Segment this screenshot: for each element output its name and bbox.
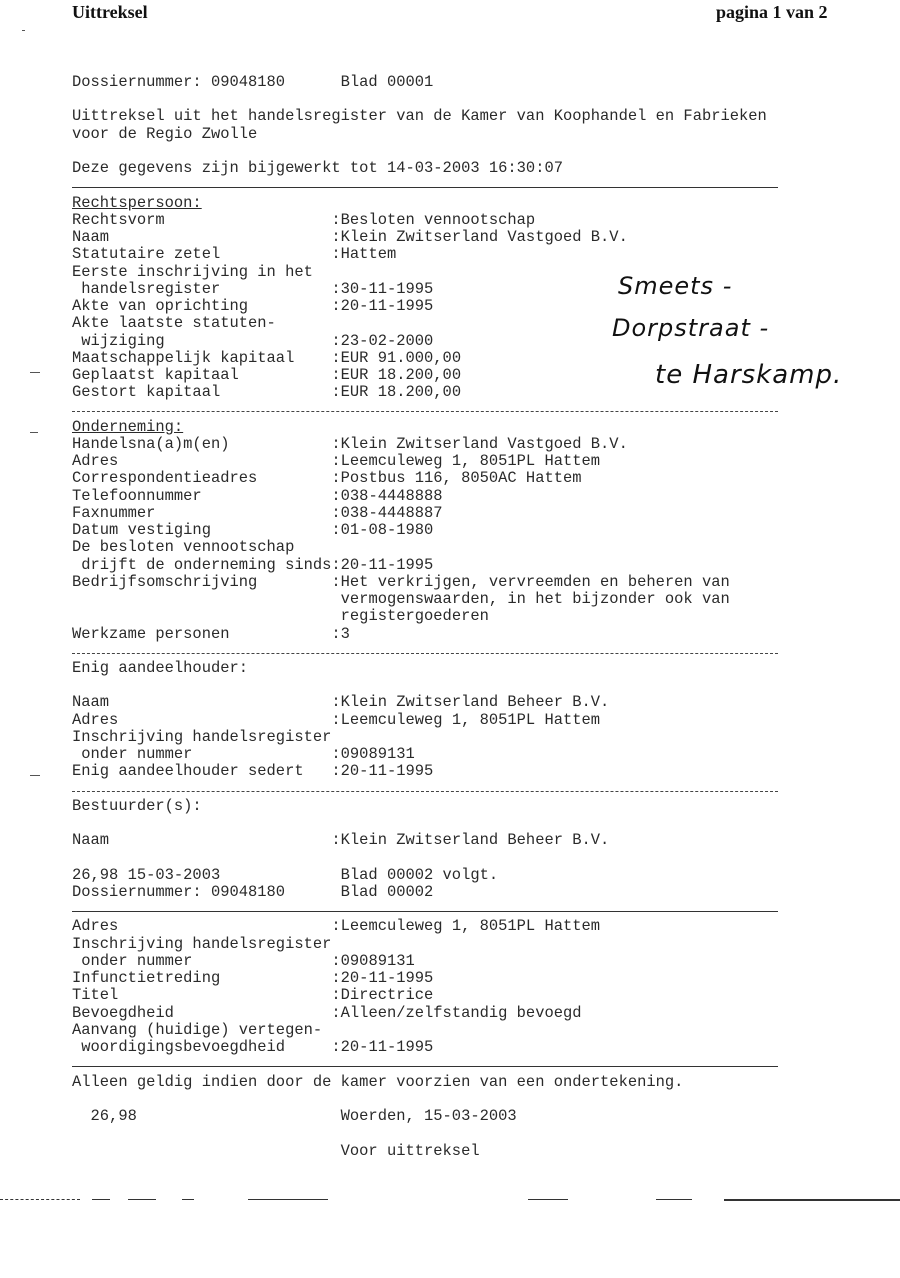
field-value: :Klein Zwitserland Vastgoed B.V. <box>331 434 628 453</box>
field-value: :EUR 18.200,00 <box>331 383 462 402</box>
document-line <box>72 729 792 746</box>
dashed-separator-line <box>72 411 778 412</box>
field-label: 26,98 <box>72 1107 137 1126</box>
field-row <box>72 1005 792 1022</box>
field-label: drijft de onderneming sinds <box>72 555 332 574</box>
field-value: :Het verkrijgen, vervreemden en beheren van <box>331 572 730 591</box>
field-row <box>72 1108 792 1125</box>
field-value: :Besloten vennootschap <box>331 210 536 229</box>
field-row <box>72 867 792 884</box>
field-row <box>72 608 792 625</box>
field-row <box>72 470 792 487</box>
field-row <box>72 436 792 453</box>
scan-mark <box>248 1199 328 1200</box>
field-row <box>72 505 792 522</box>
separator-row <box>72 177 792 194</box>
field-value: Blad 00001 <box>340 73 434 91</box>
text-line: Aanvang (huidige) vertegen- <box>72 1020 323 1039</box>
field-value: :Leemculeweg 1, 8051PL Hattem <box>331 452 601 471</box>
field-value: :Leemculeweg 1, 8051PL Hattem <box>331 917 601 936</box>
text-line: Inschrijving handelsregister <box>72 727 332 746</box>
field-row <box>72 970 792 987</box>
handwritten-note-line: Smeets - <box>618 272 733 300</box>
field-value: :20-11-1995 <box>331 1038 434 1057</box>
field-value: :Klein Zwitserland Beheer B.V. <box>331 693 610 712</box>
field-row <box>72 246 792 263</box>
field-row <box>72 1143 792 1160</box>
field-value: :30-11-1995 <box>331 279 434 298</box>
field-value: :Klein Zwitserland Beheer B.V. <box>331 831 610 850</box>
scan-mark <box>656 1199 692 1200</box>
scan-mark <box>30 432 38 433</box>
field-label: Naam <box>72 228 110 247</box>
field-label: Akte van oprichting <box>72 297 249 316</box>
field-value: :Directrice <box>331 986 434 1005</box>
field-label: Datum vestiging <box>72 521 211 540</box>
field-label: Rechtsvorm <box>72 210 165 229</box>
field-value: :09089131 <box>331 745 415 764</box>
scan-mark <box>528 1199 568 1200</box>
field-value: :3 <box>331 624 350 643</box>
blank-line <box>72 677 792 694</box>
field-label: Titel <box>72 986 119 1005</box>
text-line: De besloten vennootschap <box>72 538 295 557</box>
blank-line <box>72 1091 792 1108</box>
text-line: Uittreksel uit het handelsregister van de Kamer van Koophandel en Fabrieken <box>72 107 767 126</box>
field-label: Werkzame personen <box>72 624 230 643</box>
text-line: Deze gegevens zijn bijgewerkt tot 14-03-2003 16:30:07 <box>72 159 563 178</box>
field-value: vermogenswaarden, in het bijzonder ook van <box>331 590 730 609</box>
register-extract-body <box>72 74 792 1160</box>
scan-mark <box>92 1199 110 1200</box>
field-row <box>72 832 792 849</box>
field-value: :Klein Zwitserland Vastgoed B.V. <box>331 228 628 247</box>
field-row <box>72 626 792 643</box>
field-label: Statutaire zetel <box>72 245 221 264</box>
field-label: Gestort kapitaal <box>72 383 221 402</box>
field-row <box>72 712 792 729</box>
field-row <box>72 557 792 574</box>
field-row <box>72 884 792 901</box>
blank-line <box>72 815 792 832</box>
field-label: Dossiernummer: 09048180 <box>72 883 286 902</box>
blank-line <box>72 1125 792 1142</box>
field-label: Adres <box>72 452 119 471</box>
document-line <box>72 936 792 953</box>
blank-line <box>72 91 792 108</box>
field-value: :20-11-1995 <box>331 297 434 316</box>
scan-mark <box>30 372 40 373</box>
field-value: :Hattem <box>331 245 397 264</box>
field-row <box>72 522 792 539</box>
separator-row <box>72 643 792 660</box>
solid-separator-line <box>72 911 778 912</box>
field-value: Voor uittreksel <box>340 1141 480 1160</box>
document-header-title: Uittreksel <box>72 2 148 22</box>
document-line <box>72 195 792 212</box>
blank-line <box>72 850 792 867</box>
scan-mark <box>724 1199 900 1201</box>
blank-line <box>72 143 792 160</box>
field-value: :20-11-1995 <box>331 555 434 574</box>
document-line <box>72 798 792 815</box>
document-line <box>72 660 792 677</box>
page-indicator: pagina 1 van 2 <box>716 2 828 22</box>
field-row <box>72 763 792 780</box>
field-value: :038-4448887 <box>331 503 443 522</box>
field-label: onder nummer <box>72 745 193 764</box>
scan-mark <box>0 1199 80 1200</box>
separator-row <box>72 1056 792 1073</box>
field-row <box>72 1039 792 1056</box>
field-label: Naam <box>72 693 110 712</box>
scan-mark <box>182 1199 194 1200</box>
field-label: Naam <box>72 831 110 850</box>
field-label: Handelsna(a)m(en) <box>72 434 230 453</box>
field-value: :20-11-1995 <box>331 969 434 988</box>
field-row <box>72 74 792 91</box>
document-line <box>72 126 792 143</box>
field-row <box>72 488 792 505</box>
field-label: Enig aandeelhouder sedert <box>72 762 304 781</box>
field-label: Adres <box>72 917 119 936</box>
text-line: Akte laatste statuten- <box>72 314 276 333</box>
document-line <box>72 419 792 436</box>
field-label: Bevoegdheid <box>72 1003 174 1022</box>
field-value: Woerden, 15-03-2003 <box>340 1107 517 1126</box>
field-label: Adres <box>72 710 119 729</box>
field-value: Blad 00002 volgt. <box>340 865 499 884</box>
separator-row <box>72 901 792 918</box>
field-label: handelsregister <box>72 279 221 298</box>
field-row <box>72 918 792 935</box>
dashed-separator-line <box>72 791 778 792</box>
dashed-separator-line <box>72 653 778 654</box>
field-label: 26,98 15-03-2003 <box>72 865 221 884</box>
field-label: onder nummer <box>72 951 193 970</box>
field-row <box>72 953 792 970</box>
solid-separator-line <box>72 187 778 188</box>
field-value: :Leemculeweg 1, 8051PL Hattem <box>331 710 601 729</box>
field-row <box>72 212 792 229</box>
field-label: Correspondentieadres <box>72 469 258 488</box>
document-line <box>72 108 792 125</box>
document-line <box>72 539 792 556</box>
text-line: Alleen geldig indien door de kamer voorzien van een ondertekening. <box>72 1072 684 1091</box>
field-label: Telefoonnummer <box>72 486 202 505</box>
text-line: voor de Regio Zwolle <box>72 124 258 143</box>
scan-mark <box>30 775 40 776</box>
document-line <box>72 160 792 177</box>
field-value: :EUR 18.200,00 <box>331 365 462 384</box>
field-label: Faxnummer <box>72 503 156 522</box>
field-row <box>72 298 792 315</box>
document-line <box>72 1074 792 1091</box>
document-line <box>72 1022 792 1039</box>
text-line: Bestuurder(s): <box>72 796 202 815</box>
field-label: Infunctietreding <box>72 969 221 988</box>
field-row <box>72 574 792 591</box>
field-value: :09089131 <box>331 951 415 970</box>
field-value: registergoederen <box>331 607 489 626</box>
separator-row <box>72 401 792 418</box>
field-row <box>72 453 792 470</box>
field-value: :038-4448888 <box>331 486 443 505</box>
field-label: wijziging <box>72 331 165 350</box>
field-row <box>72 987 792 1004</box>
field-label: Dossiernummer: 09048180 <box>72 73 286 91</box>
field-label: Maatschappelijk kapitaal <box>72 348 295 367</box>
field-row <box>72 591 792 608</box>
section-heading: Rechtspersoon: <box>72 193 202 212</box>
field-row <box>72 229 792 246</box>
field-value: :20-11-1995 <box>331 762 434 781</box>
field-row <box>72 746 792 763</box>
field-value: :Postbus 116, 8050AC Hattem <box>331 469 582 488</box>
field-value: :Alleen/zelfstandig bevoegd <box>331 1003 582 1022</box>
separator-row <box>72 781 792 798</box>
field-value: Blad 00002 <box>340 883 434 902</box>
field-value: :23-02-2000 <box>331 331 434 350</box>
field-label: woordigingsbevoegdheid <box>72 1038 286 1057</box>
scan-mark <box>22 30 25 31</box>
scan-mark <box>128 1199 156 1200</box>
field-label: Geplaatst kapitaal <box>72 365 239 384</box>
text-line: Inschrijving handelsregister <box>72 934 332 953</box>
text-line: Enig aandeelhouder: <box>72 658 249 677</box>
field-value: :01-08-1980 <box>331 521 434 540</box>
solid-separator-line <box>72 1066 778 1067</box>
handwritten-note-line: te Harskamp. <box>655 360 843 390</box>
field-value: :EUR 91.000,00 <box>331 348 462 367</box>
field-row <box>72 694 792 711</box>
text-line: Eerste inschrijving in het <box>72 262 313 281</box>
section-heading: Onderneming: <box>72 417 184 436</box>
field-label: Bedrijfsomschrijving <box>72 572 258 591</box>
handwritten-note-line: Dorpstraat - <box>612 314 770 342</box>
